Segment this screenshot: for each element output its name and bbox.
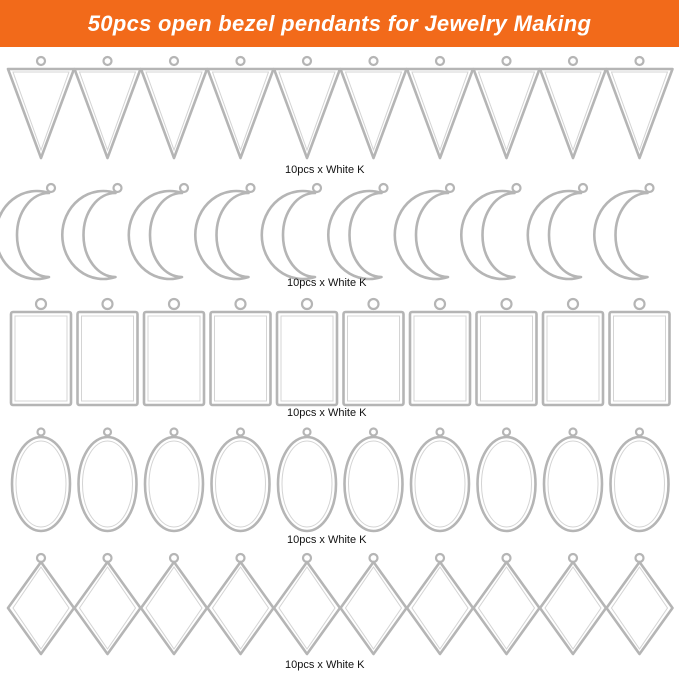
triangle-pendant xyxy=(607,57,673,158)
rhombus-caption: 10pcs x White K xyxy=(285,659,365,671)
moon-pendant xyxy=(0,184,55,279)
oval-pendant xyxy=(411,429,469,532)
triangle-pendant xyxy=(341,57,407,158)
triangle-pendant xyxy=(8,57,74,158)
moon-pendant xyxy=(129,184,188,279)
rectangle-pendant xyxy=(11,299,71,405)
moon-pendant xyxy=(528,184,587,279)
triangle-pendant xyxy=(474,57,540,158)
rectangle-pendant xyxy=(344,299,404,405)
triangle-pendant xyxy=(274,57,340,158)
oval-caption: 10pcs x White K xyxy=(287,534,367,546)
rhombus-pendant xyxy=(474,554,540,654)
rhombus-pendant xyxy=(341,554,407,654)
triangle-pendant-row xyxy=(0,52,679,182)
rhombus-pendant xyxy=(75,554,141,654)
triangle-caption: 10pcs x White K xyxy=(285,164,365,176)
rhombus-pendant xyxy=(208,554,274,654)
rectangle-pendant xyxy=(610,299,670,405)
triangle-pendants xyxy=(0,52,679,182)
oval-pendant xyxy=(278,429,336,532)
moon-pendant xyxy=(195,184,254,279)
moon-caption: 10pcs x White K xyxy=(287,277,367,289)
rectangle-pendant xyxy=(277,299,337,405)
oval-pendant xyxy=(12,429,70,532)
oval-pendant xyxy=(345,429,403,532)
oval-pendant xyxy=(611,429,669,532)
oval-pendants xyxy=(0,423,679,548)
triangle-pendant xyxy=(540,57,606,158)
rhombus-pendant xyxy=(607,554,673,654)
rhombus-pendant xyxy=(8,554,74,654)
moon-pendant xyxy=(328,184,387,279)
rhombus-pendant xyxy=(540,554,606,654)
rectangle-pendant xyxy=(410,299,470,405)
banner-title: 50pcs open bezel pendants for Jewelry Making xyxy=(87,10,592,36)
moon-pendant-row xyxy=(0,180,679,295)
oval-pendant xyxy=(544,429,602,532)
moon-pendant xyxy=(461,184,520,279)
rectangle-pendant xyxy=(211,299,271,405)
rectangle-pendant xyxy=(543,299,603,405)
rectangle-pendants xyxy=(0,293,679,423)
rectangle-pendant-row xyxy=(0,293,679,423)
oval-pendant-row xyxy=(0,423,679,548)
triangle-pendant xyxy=(141,57,207,158)
moon-pendant xyxy=(594,184,653,279)
rhombus-pendant xyxy=(141,554,207,654)
moon-pendant xyxy=(262,184,321,279)
oval-pendant xyxy=(79,429,137,532)
rhombus-pendants xyxy=(0,548,679,676)
rectangle-pendant xyxy=(144,299,204,405)
oval-pendant xyxy=(478,429,536,532)
triangle-pendant xyxy=(75,57,141,158)
title-banner xyxy=(0,0,679,47)
rhombus-pendant xyxy=(407,554,473,654)
triangle-pendant xyxy=(208,57,274,158)
rectangle-caption: 10pcs x White K xyxy=(287,407,367,419)
oval-pendant xyxy=(212,429,270,532)
rhombus-pendant-row xyxy=(0,548,679,676)
oval-pendant xyxy=(145,429,203,532)
moon-pendant xyxy=(395,184,454,279)
rhombus-pendant xyxy=(274,554,340,654)
rectangle-pendant xyxy=(78,299,138,405)
rectangle-pendant xyxy=(477,299,537,405)
moon-pendant xyxy=(62,184,121,279)
triangle-pendant xyxy=(407,57,473,158)
